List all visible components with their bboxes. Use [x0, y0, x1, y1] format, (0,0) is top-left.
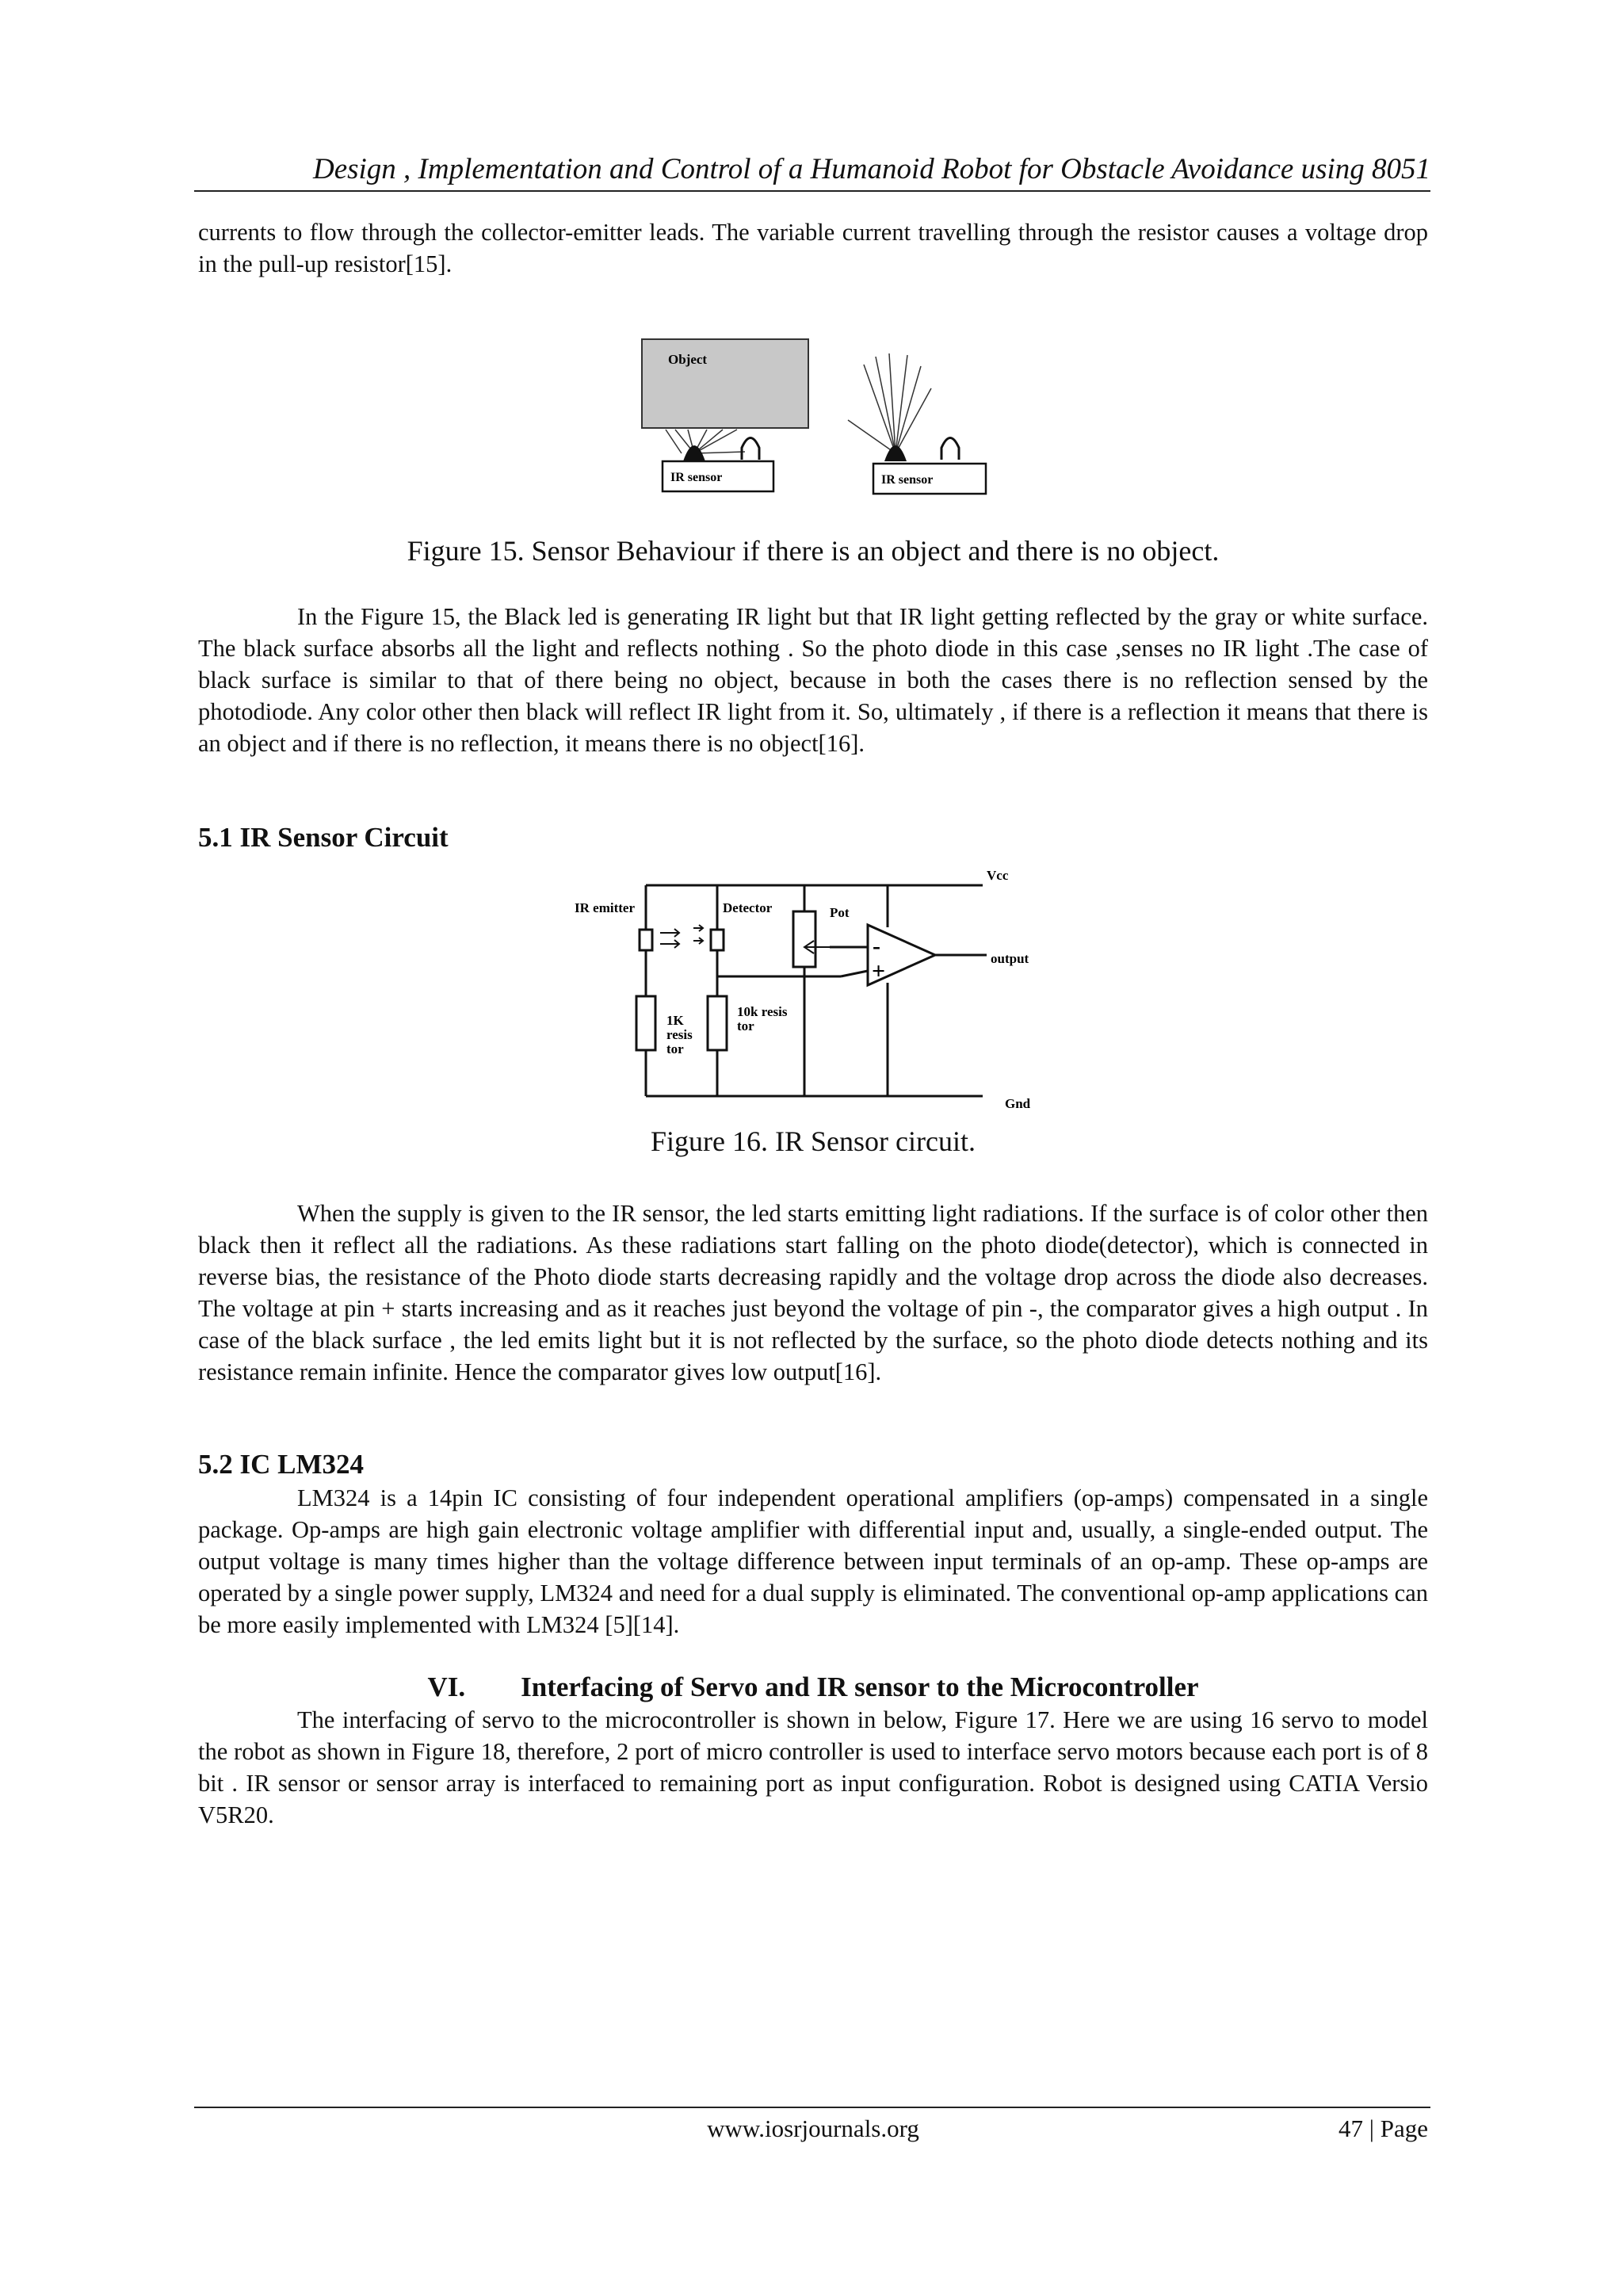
- section-6-heading: [198, 1671, 1428, 1704]
- output-label: output: [991, 951, 1029, 966]
- running-header: Design , Implementation and Control of a Humanoid Robot for Obstacle Avoidance using 8051: [312, 153, 1430, 185]
- figure-15: [634, 333, 999, 511]
- photodiode-icon: [941, 438, 959, 460]
- paragraph-fig15: In the Figure 15, the Black led is generating IR light but that IR light getting reflected by the gray or white surface. The black surface absorbs all the light and reflects nothing . So the photo diode in this case ,senses no IR light .The case of black surface is similar to that of there being no object, because in both the cases there is no reflection sensed by the photodiode. Any color other then black will reflect IR light from it. So, ultimately , if there is a reflection it means that there is an object and if there is no reflection, it means there is no object[16].: [198, 603, 1428, 757]
- figure-16-caption: Figure 16. IR Sensor circuit.: [651, 1125, 976, 1157]
- 1k-label-line2: resis: [666, 1027, 693, 1042]
- paragraph-fig16: When the supply is given to the IR sensor, the led starts emitting light radiations. If the surface is of color other then black then it reflect all the radiations. As these radiations start falling on the photo diode(detector), which is connected in reverse bias, the resistance of the Photo diode starts decreasing rapidly and the voltage drop across the diode also decreases. The voltage at pin + starts increasing and as it reaches just beyond the voltage of pin -, the comparator gives a high output . In case of the black surface , the led emits light but it is not reflected by the surface, so the photo diode detects nothing and its resistance remain infinite. Hence the comparator gives low output[16].: [198, 1200, 1428, 1385]
- emission-rays: [848, 353, 931, 453]
- ir-emitter-symbol: [640, 930, 652, 950]
- section-6-number: VI.: [427, 1671, 466, 1702]
- pot-label: Pot: [830, 905, 850, 920]
- object-label: Object: [668, 352, 708, 367]
- footer-url[interactable]: www.iosrjournals.org: [707, 2115, 919, 2142]
- footer-rule: [194, 2107, 1430, 2108]
- plus-label: +: [872, 958, 886, 984]
- detector-label: Detector: [723, 900, 773, 915]
- pot-symbol: [793, 911, 815, 967]
- ir-led-icon: [683, 445, 705, 461]
- paragraph-intro: currents to flow through the collector-emitter leads. The variable current travelling through the resistor causes a voltage drop in the pull-up resistor[15].: [198, 219, 1428, 277]
- object-block: [642, 339, 808, 428]
- figure-16: [567, 868, 1074, 1125]
- 1k-resistor-symbol: [636, 996, 655, 1050]
- reflection-rays: [666, 430, 745, 453]
- 10k-label-line2: tor: [737, 1018, 754, 1033]
- paragraph-lm324: LM324 is a 14pin IC consisting of four independent operational amplifiers (op-amps) compensated in a single package. Op-amps are high gain electronic voltage amplifier with differential input and, usually, a single-ended output. The output voltage is many times higher than the voltage difference between input terminals of an op-amp. These op-amps are operated by a single power supply, LM324 and need for a dual supply is eliminated. The conventional op-amp applications can be more easily implemented with LM324 [5][14].: [198, 1484, 1428, 1638]
- header-rule: [194, 190, 1430, 192]
- paragraph-interfacing: The interfacing of servo to the microcontroller is shown in below, Figure 17. Here we are using 16 servo to model the robot as shown in Figure 18, therefore, 2 port of micro controller is used to interface servo motors because each port is of 8 bit . IR sensor or sensor array is interfaced to remaining port as input configuration. Robot is designed using CATIA Versio V5R20.: [198, 1706, 1428, 1828]
- detector-symbol: [711, 930, 724, 950]
- ir-sensor-label-left: IR sensor: [670, 471, 723, 484]
- 1k-label-line3: tor: [666, 1041, 684, 1056]
- ir-light-arrows: [660, 925, 703, 948]
- section-5-2-heading: 5.2 IC LM324: [198, 1449, 365, 1480]
- 10k-label-line1: 10k resis: [737, 1004, 788, 1019]
- ir-sensor-label-right: IR sensor: [881, 473, 934, 487]
- minus-label: -: [873, 933, 880, 959]
- section-6-title: Interfacing of Servo and IR sensor to the Microcontroller: [521, 1671, 1199, 1702]
- 1k-label-line1: 1K: [666, 1013, 684, 1028]
- photodiode-icon: [742, 438, 759, 460]
- 10k-resistor-symbol: [708, 996, 727, 1050]
- gnd-label: Gnd: [1005, 1096, 1031, 1111]
- footer-page-number: 47 | Page: [1338, 2115, 1428, 2142]
- ir-emitter-label: IR emitter: [575, 900, 635, 915]
- section-5-1-heading: 5.1 IR Sensor Circuit: [198, 822, 449, 853]
- vcc-label: Vcc: [987, 868, 1009, 883]
- figure-15-caption: Figure 15. Sensor Behaviour if there is an object and there is no object.: [407, 535, 1220, 567]
